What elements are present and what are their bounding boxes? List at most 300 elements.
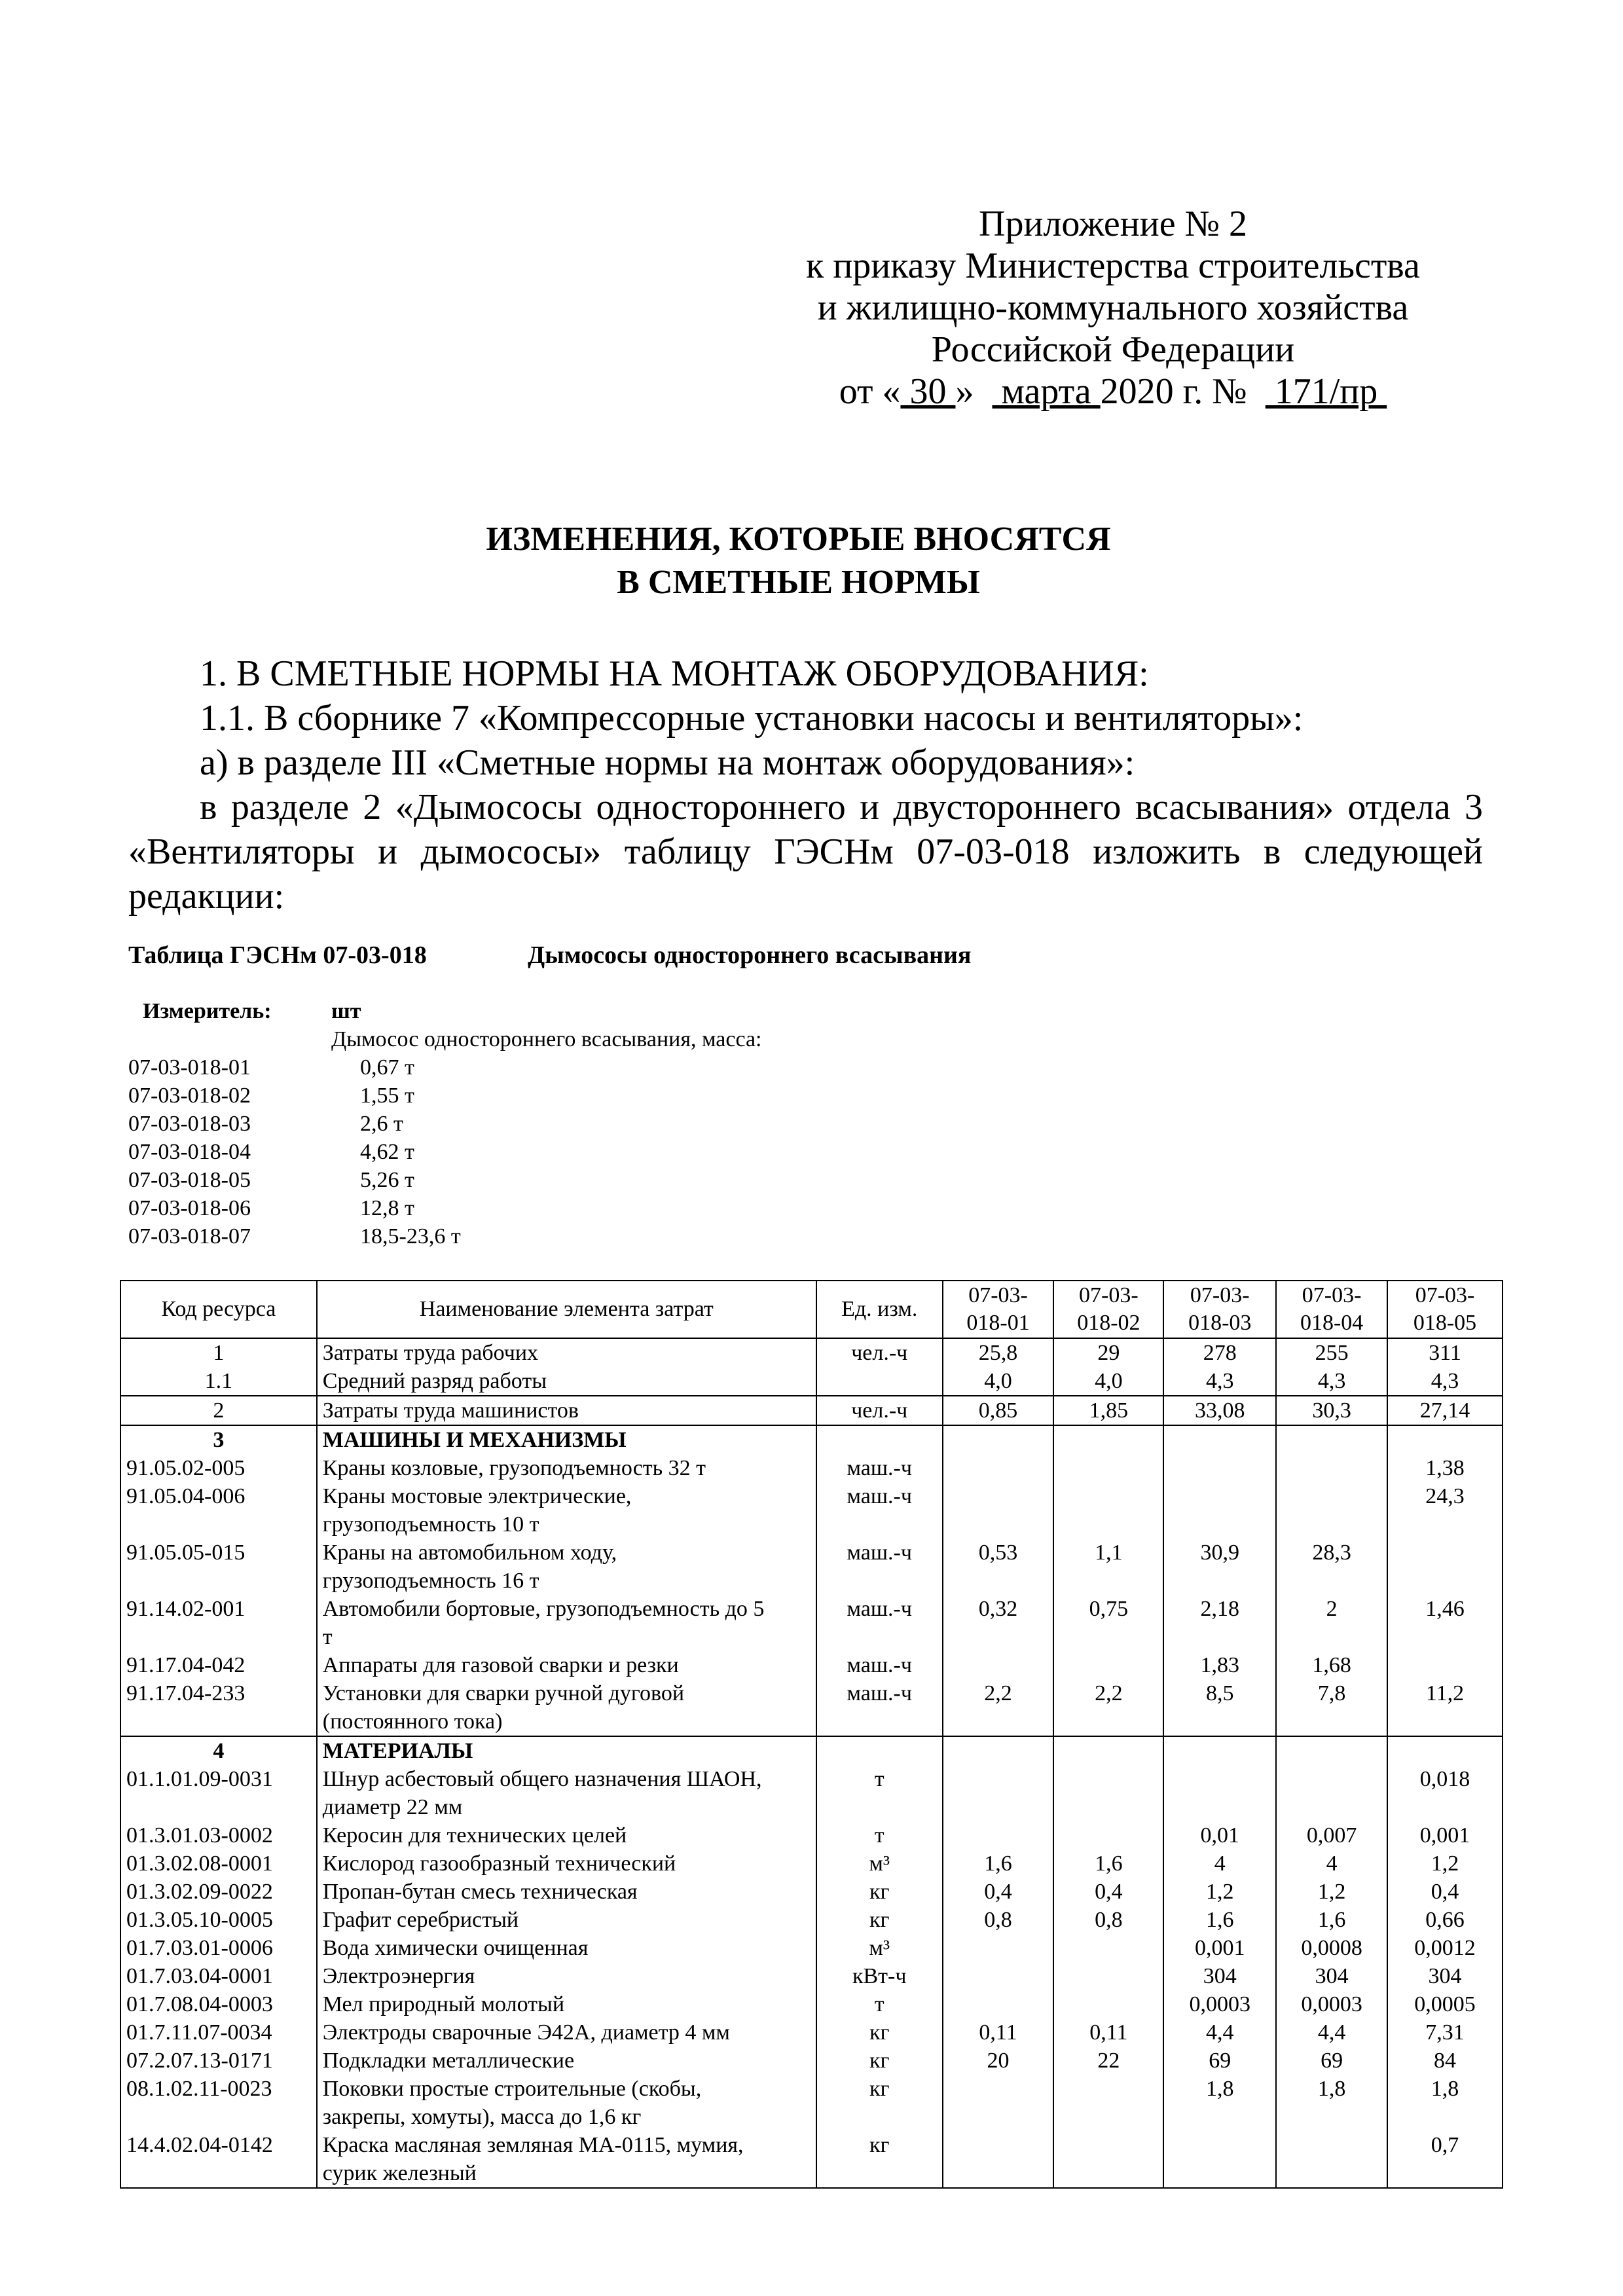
cell-value: 304 <box>1163 1962 1276 1990</box>
cell-code <box>120 2159 317 2188</box>
cell-code: 91.05.02-005 <box>120 1454 317 1482</box>
cell-name: Краска масляная земляная МА-0115, мумия, <box>317 2131 816 2159</box>
cell-value <box>943 1651 1054 1679</box>
cell-value: 33,08 <box>1163 1396 1276 1425</box>
cell-code: 01.7.11.07-0034 <box>120 2018 317 2047</box>
cell-value <box>1053 1623 1163 1651</box>
cell-value: 1,38 <box>1387 1454 1503 1482</box>
cell-unit: кг <box>816 1878 943 1906</box>
cell-unit: маш.-ч <box>816 1454 943 1482</box>
table-row <box>120 1595 1503 1623</box>
cell-value <box>1053 1934 1163 1962</box>
date-sep: » <box>955 371 993 412</box>
cell-value: 1,85 <box>1053 1396 1163 1425</box>
table-name: Дымососы одностороннего всасывания <box>528 941 972 969</box>
cell-value: 1,2 <box>1387 1850 1503 1878</box>
cell-name: Керосин для технических целей <box>317 1821 816 1850</box>
table-row <box>120 2018 1503 2047</box>
cell-value <box>1276 1425 1387 1454</box>
cell-unit <box>816 2103 943 2131</box>
cell-name: т <box>317 1623 816 1651</box>
cell-value: 2 <box>1276 1595 1387 1623</box>
cell-value <box>1053 2159 1163 2188</box>
doc-title-line1: ИЗМЕНЕНИЯ, КОТОРЫЕ ВНОСЯТСЯ <box>486 520 1111 558</box>
measure-code: 07-03-018-01 <box>128 1055 251 1080</box>
table-row <box>120 1934 1503 1962</box>
cell-name: МАШИНЫ И МЕХАНИЗМЫ <box>317 1425 816 1454</box>
table-row <box>120 1651 1503 1679</box>
cell-value <box>1387 1539 1503 1567</box>
cell-value <box>1053 1567 1163 1595</box>
date-prefix: от « <box>839 371 901 412</box>
measure-mass: 5,26 т <box>360 1168 414 1192</box>
cell-value: 1,8 <box>1276 2075 1387 2103</box>
cell-value <box>1276 1623 1387 1651</box>
cell-value <box>943 1990 1054 2018</box>
cell-value <box>1276 1454 1387 1482</box>
cell-value: 1,83 <box>1163 1651 1276 1679</box>
cell-unit <box>816 1793 943 1821</box>
measure-mass: 1,55 т <box>360 1084 414 1108</box>
cell-code: 3 <box>120 1425 317 1454</box>
cell-value <box>1053 2131 1163 2159</box>
col-header-018-01: 07-03- 018-01 <box>943 1281 1054 1338</box>
cell-value: 24,3 <box>1387 1482 1503 1510</box>
cell-value: 1,2 <box>1163 1878 1276 1906</box>
cell-value <box>943 1962 1054 1990</box>
cell-value <box>1163 2159 1276 2188</box>
cell-code: 14.4.02.04-0142 <box>120 2131 317 2159</box>
cell-value <box>1053 2075 1163 2103</box>
cell-value <box>1163 1425 1276 1454</box>
table-row <box>120 1396 1503 1425</box>
cell-value: 4,3 <box>1387 1367 1503 1396</box>
table-row <box>120 2159 1503 2188</box>
cell-code: 01.7.03.04-0001 <box>120 1962 317 1990</box>
cell-value: 0,8 <box>1053 1906 1163 1934</box>
cell-value <box>943 1793 1054 1821</box>
measure-label: Измеритель: <box>143 999 272 1023</box>
measure-description: Дымосос одностороннего всасывания, масса: <box>331 1027 762 1051</box>
col-header-018-03: 07-03- 018-03 <box>1163 1281 1276 1338</box>
cell-unit: м³ <box>816 1850 943 1878</box>
table-caption <box>128 941 971 970</box>
cell-value <box>1053 1736 1163 1765</box>
cell-value: 11,2 <box>1387 1679 1503 1707</box>
cell-value: 0,32 <box>943 1595 1054 1623</box>
cell-value: 0,0012 <box>1387 1934 1503 1962</box>
cell-unit <box>816 1567 943 1595</box>
cell-value <box>943 1623 1054 1651</box>
cell-value <box>1053 1482 1163 1510</box>
cell-value: 0,4 <box>1053 1878 1163 1906</box>
cell-value <box>1276 1793 1387 1821</box>
measure-unit: шт <box>331 999 361 1023</box>
cell-value <box>1163 1567 1276 1595</box>
cell-value <box>1387 1707 1503 1736</box>
cell-name: Шнур асбестовый общего назначения ШАОН, <box>317 1765 816 1793</box>
cell-code: 01.7.03.01-0006 <box>120 1934 317 1962</box>
cell-value: 30,9 <box>1163 1539 1276 1567</box>
cell-value: 0,001 <box>1163 1934 1276 1962</box>
cell-value <box>1163 1765 1276 1793</box>
cell-value <box>943 2075 1054 2103</box>
cell-value: 2,2 <box>1053 1679 1163 1707</box>
table-row <box>120 1454 1503 1482</box>
cell-value: 0,85 <box>943 1396 1054 1425</box>
cell-value: 84 <box>1387 2047 1503 2075</box>
cell-unit: м³ <box>816 1934 943 1962</box>
cell-value: 0,007 <box>1276 1821 1387 1850</box>
cell-value <box>1053 1454 1163 1482</box>
cell-code <box>120 1623 317 1651</box>
cell-code <box>120 1707 317 1736</box>
cell-value: 1,6 <box>1053 1850 1163 1878</box>
measure-mass: 12,8 т <box>360 1196 414 1220</box>
cell-value <box>1163 1736 1276 1765</box>
cell-value: 0,001 <box>1387 1821 1503 1850</box>
cell-value: 311 <box>1387 1338 1503 1367</box>
cell-value <box>943 1425 1054 1454</box>
cell-value: 22 <box>1053 2047 1163 2075</box>
cell-value: 304 <box>1387 1962 1503 1990</box>
cell-value: 8,5 <box>1163 1679 1276 1707</box>
table-row <box>120 2075 1503 2103</box>
cell-code: 91.17.04-233 <box>120 1679 317 1707</box>
cell-value <box>1053 1765 1163 1793</box>
cell-value: 0,4 <box>943 1878 1054 1906</box>
cell-unit: кг <box>816 2131 943 2159</box>
cell-value <box>943 1567 1054 1595</box>
cell-code: 4 <box>120 1736 317 1765</box>
cell-unit: чел.-ч <box>816 1338 943 1367</box>
cell-value: 0,11 <box>1053 2018 1163 2047</box>
cell-unit <box>816 1510 943 1539</box>
cell-value <box>1053 1821 1163 1850</box>
table-row <box>120 1962 1503 1990</box>
cell-unit: кВт-ч <box>816 1962 943 1990</box>
cell-value <box>1387 2159 1503 2188</box>
cell-unit <box>816 1707 943 1736</box>
cell-unit: маш.-ч <box>816 1539 943 1567</box>
cell-value <box>943 1482 1054 1510</box>
cell-name: Поковки простые строительные (скобы, <box>317 2075 816 2103</box>
cell-unit <box>816 1736 943 1765</box>
cell-code: 91.05.05-015 <box>120 1539 317 1567</box>
cell-value: 1,46 <box>1387 1595 1503 1623</box>
cell-name: (постоянного тока) <box>317 1707 816 1736</box>
table-row <box>120 1793 1503 1821</box>
cell-value <box>1387 1567 1503 1595</box>
measure-mass: 18,5-23,6 т <box>360 1224 461 1248</box>
table-row <box>120 1567 1503 1595</box>
cell-value: 1,8 <box>1163 2075 1276 2103</box>
cell-name: Затраты труда машинистов <box>317 1396 816 1425</box>
cell-value: 1,6 <box>943 1850 1054 1878</box>
cell-unit: чел.-ч <box>816 1396 943 1425</box>
cell-name: МАТЕРИАЛЫ <box>317 1736 816 1765</box>
cell-name: Мел природный молотый <box>317 1990 816 2018</box>
cell-unit <box>816 2159 943 2188</box>
table-row <box>120 1850 1503 1878</box>
cell-value: 4 <box>1276 1850 1387 1878</box>
cell-code: 2 <box>120 1396 317 1425</box>
cell-value <box>1163 1454 1276 1482</box>
cell-value <box>943 2159 1054 2188</box>
cell-value: 1,6 <box>1276 1906 1387 1934</box>
measure-code: 07-03-018-07 <box>128 1224 251 1248</box>
table-header-row <box>120 1281 1503 1338</box>
cell-value: 69 <box>1276 2047 1387 2075</box>
resource-table <box>120 1280 1503 2189</box>
measure-mass: 4,62 т <box>360 1140 414 1164</box>
cell-unit: кг <box>816 2075 943 2103</box>
cell-value: 4,3 <box>1276 1367 1387 1396</box>
cell-value <box>1276 1567 1387 1595</box>
col-header-unit: Ед. изм. <box>816 1281 943 1338</box>
appendix-number: Приложение № 2 <box>979 204 1247 244</box>
cell-value: 25,8 <box>943 1338 1054 1367</box>
cell-value: 0,75 <box>1053 1595 1163 1623</box>
cell-value: 278 <box>1163 1338 1276 1367</box>
cell-name: диаметр 22 мм <box>317 1793 816 1821</box>
measure-mass: 2,6 т <box>360 1112 403 1136</box>
cell-unit <box>816 1367 943 1396</box>
cell-value: 4,3 <box>1163 1367 1276 1396</box>
cell-code: 01.3.02.09-0022 <box>120 1878 317 1906</box>
cell-value: 0,11 <box>943 2018 1054 2047</box>
cell-code: 01.1.01.09-0031 <box>120 1765 317 1793</box>
table-row <box>120 1510 1503 1539</box>
cell-value <box>943 2131 1054 2159</box>
table-row <box>120 2103 1503 2131</box>
cell-value <box>1276 1707 1387 1736</box>
cell-name: грузоподъемность 10 т <box>317 1510 816 1539</box>
cell-value: 0,66 <box>1387 1906 1503 1934</box>
paragraph-a: а) в разделе III «Сметные нормы на монтаж оборудования»: <box>200 742 1135 783</box>
cell-value <box>1163 1793 1276 1821</box>
paragraph-text-line1: в разделе 2 «Дымососы одностороннего и двустороннего всасывания» отдела 3 <box>200 787 1483 828</box>
cell-value: 4,4 <box>1163 2018 1276 2047</box>
table-row <box>120 1736 1503 1765</box>
cell-value: 4 <box>1163 1850 1276 1878</box>
cell-value: 1,6 <box>1163 1906 1276 1934</box>
cell-unit: кг <box>816 1906 943 1934</box>
cell-value <box>1387 1623 1503 1651</box>
cell-name: сурик железный <box>317 2159 816 2188</box>
cell-name: Краны мостовые электрические, <box>317 1482 816 1510</box>
cell-value <box>1276 1510 1387 1539</box>
cell-value <box>1276 1765 1387 1793</box>
date-month: марта <box>992 371 1101 412</box>
cell-name: закрепы, хомуты), масса до 1,6 кг <box>317 2103 816 2131</box>
cell-value: 0,53 <box>943 1539 1054 1567</box>
table-row <box>120 1338 1503 1367</box>
cell-name: грузоподъемность 16 т <box>317 1567 816 1595</box>
cell-value: 1,68 <box>1276 1651 1387 1679</box>
measure-code: 07-03-018-06 <box>128 1196 251 1220</box>
cell-value <box>1163 2103 1276 2131</box>
cell-value <box>1276 2159 1387 2188</box>
cell-value <box>943 1736 1054 1765</box>
table-row <box>120 1765 1503 1793</box>
cell-unit: т <box>816 1821 943 1850</box>
cell-unit: т <box>816 1765 943 1793</box>
cell-value: 28,3 <box>1276 1539 1387 1567</box>
doc-title-line2: В СМЕТНЫЕ НОРМЫ <box>617 564 980 601</box>
cell-value: 29 <box>1053 1338 1163 1367</box>
col-header-018-02: 07-03- 018-02 <box>1053 1281 1163 1338</box>
cell-value: 1,1 <box>1053 1539 1163 1567</box>
cell-value <box>1387 1736 1503 1765</box>
cell-value: 7,8 <box>1276 1679 1387 1707</box>
cell-value <box>1276 2103 1387 2131</box>
table-row <box>120 1425 1503 1454</box>
order-ref-line2: и жилищно-коммунального хозяйства <box>817 287 1409 328</box>
cell-name: Установки для сварки ручной дуговой <box>317 1679 816 1707</box>
cell-code: 01.7.08.04-0003 <box>120 1990 317 2018</box>
col-header-code: Код ресурса <box>120 1281 317 1338</box>
cell-code <box>120 1567 317 1595</box>
table-row <box>120 1906 1503 1934</box>
cell-value: 7,31 <box>1387 2018 1503 2047</box>
col-header-018-04: 07-03- 018-04 <box>1276 1281 1387 1338</box>
cell-code: 01.3.01.03-0002 <box>120 1821 317 1850</box>
cell-value: 27,14 <box>1387 1396 1503 1425</box>
table-row <box>120 1367 1503 1396</box>
cell-value <box>1163 1623 1276 1651</box>
order-number: 171/пр <box>1265 371 1387 412</box>
cell-name: Электроэнергия <box>317 1962 816 1990</box>
cell-code <box>120 2103 317 2131</box>
cell-value <box>1053 1425 1163 1454</box>
cell-code: 1 <box>120 1338 317 1367</box>
cell-value: 2,18 <box>1163 1595 1276 1623</box>
cell-value <box>1163 1482 1276 1510</box>
cell-name: Краны козловые, грузоподъемность 32 т <box>317 1454 816 1482</box>
cell-value <box>1053 1990 1163 2018</box>
cell-value <box>1276 1736 1387 1765</box>
cell-value <box>1387 1510 1503 1539</box>
date-year: 2020 г. № <box>1100 371 1266 412</box>
cell-value <box>1163 2131 1276 2159</box>
measure-code: 07-03-018-05 <box>128 1168 251 1192</box>
date-day: 30 <box>900 371 956 412</box>
cell-unit: т <box>816 1990 943 2018</box>
cell-unit: кг <box>816 2018 943 2047</box>
table-row <box>120 2131 1503 2159</box>
cell-value: 0,018 <box>1387 1765 1503 1793</box>
measure-mass: 0,67 т <box>360 1055 414 1080</box>
cell-value <box>1053 1510 1163 1539</box>
cell-value <box>943 1707 1054 1736</box>
cell-code: 01.3.05.10-0005 <box>120 1906 317 1934</box>
cell-code: 91.05.04-006 <box>120 1482 317 1510</box>
table-label: Таблица ГЭСНм 07-03-018 <box>128 941 427 969</box>
cell-value: 0,0005 <box>1387 1990 1503 2018</box>
cell-unit: маш.-ч <box>816 1679 943 1707</box>
cell-code: 1.1 <box>120 1367 317 1396</box>
cell-value <box>1163 1707 1276 1736</box>
cell-value: 0,4 <box>1387 1878 1503 1906</box>
cell-value <box>1053 1962 1163 1990</box>
cell-name: Кислород газообразный технический <box>317 1850 816 1878</box>
cell-value <box>943 1510 1054 1539</box>
cell-value: 4,0 <box>1053 1367 1163 1396</box>
cell-value: 69 <box>1163 2047 1276 2075</box>
table-row <box>120 2047 1503 2075</box>
table-row <box>120 1623 1503 1651</box>
cell-name: Вода химически очищенная <box>317 1934 816 1962</box>
cell-value <box>1387 1651 1503 1679</box>
cell-unit: маш.-ч <box>816 1482 943 1510</box>
cell-value <box>1387 1793 1503 1821</box>
order-date-line <box>753 371 1473 412</box>
cell-value <box>943 1454 1054 1482</box>
cell-code: 07.2.07.13-0171 <box>120 2047 317 2075</box>
cell-value: 0,8 <box>943 1906 1054 1934</box>
cell-value <box>1276 2131 1387 2159</box>
paragraph-text-line3: редакции: <box>128 876 285 917</box>
table-row <box>120 1878 1503 1906</box>
cell-code: 91.14.02-001 <box>120 1595 317 1623</box>
cell-name: Подкладки металлические <box>317 2047 816 2075</box>
cell-name: Аппараты для газовой сварки и резки <box>317 1651 816 1679</box>
cell-name: Автомобили бортовые, грузоподъемность до 5 <box>317 1595 816 1623</box>
cell-value: 2,2 <box>943 1679 1054 1707</box>
measure-code: 07-03-018-04 <box>128 1140 251 1164</box>
cell-name: Затраты труда рабочих <box>317 1338 816 1367</box>
cell-value: 1,2 <box>1276 1878 1387 1906</box>
cell-code <box>120 1510 317 1539</box>
cell-value: 0,0003 <box>1163 1990 1276 2018</box>
cell-value: 0,7 <box>1387 2131 1503 2159</box>
cell-value: 304 <box>1276 1962 1387 1990</box>
table-row <box>120 1821 1503 1850</box>
cell-code: 01.3.02.08-0001 <box>120 1850 317 1878</box>
paragraph-1: 1. В СМЕТНЫЕ НОРМЫ НА МОНТАЖ ОБОРУДОВАНИЯ: <box>200 653 1149 694</box>
col-header-name: Наименование элемента затрат <box>317 1281 816 1338</box>
table-row <box>120 1990 1503 2018</box>
cell-value <box>1276 1482 1387 1510</box>
cell-code: 91.17.04-042 <box>120 1651 317 1679</box>
cell-value <box>1387 2103 1503 2131</box>
cell-unit: маш.-ч <box>816 1651 943 1679</box>
order-ref-line3: Российской Федерации <box>931 329 1295 370</box>
cell-value: 4,0 <box>943 1367 1054 1396</box>
cell-value <box>1387 1425 1503 1454</box>
cell-value: 30,3 <box>1276 1396 1387 1425</box>
cell-unit: кг <box>816 2047 943 2075</box>
table-row <box>120 1539 1503 1567</box>
cell-name: Краны на автомобильном ходу, <box>317 1539 816 1567</box>
cell-value: 0,0003 <box>1276 1990 1387 2018</box>
cell-value <box>1053 1707 1163 1736</box>
cell-name: Средний разряд работы <box>317 1367 816 1396</box>
paragraph-text-line2: «Вентиляторы и дымососы» таблицу ГЭСНм 07-03-018 изложить в следующей <box>128 831 1483 872</box>
order-ref-line1: к приказу Министерства строительства <box>806 246 1420 286</box>
cell-name: Графит серебристый <box>317 1906 816 1934</box>
table-row <box>120 1707 1503 1736</box>
cell-value: 255 <box>1276 1338 1387 1367</box>
cell-value: 0,01 <box>1163 1821 1276 1850</box>
cell-value: 4,4 <box>1276 2018 1387 2047</box>
cell-value <box>1053 2103 1163 2131</box>
cell-value: 0,0008 <box>1276 1934 1387 1962</box>
measure-code: 07-03-018-03 <box>128 1112 251 1136</box>
cell-value <box>1053 1651 1163 1679</box>
cell-value <box>943 1821 1054 1850</box>
